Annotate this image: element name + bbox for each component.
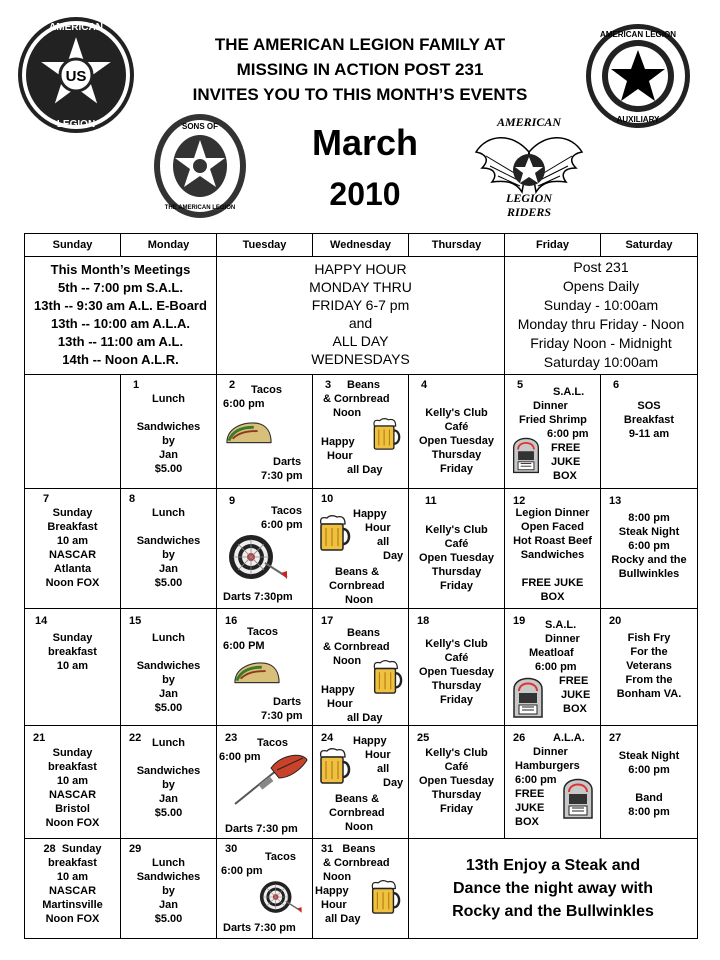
day-text: all <box>377 763 390 775</box>
day-text: Friday <box>439 803 473 815</box>
day-text: Tacos <box>247 626 278 638</box>
day-number: 12 <box>513 495 526 507</box>
day-text: Dinner <box>545 633 580 645</box>
day-text: Noon <box>333 655 362 667</box>
day-number: 5 <box>517 379 524 391</box>
day-text: 8:00 pm <box>628 806 670 818</box>
day-text: FREE <box>515 788 545 800</box>
day-text: Beans <box>347 627 381 639</box>
day-text: Dinner <box>533 746 568 758</box>
heading-line-3: INVITES YOU TO THIS MONTH’S EVENTS <box>192 85 528 104</box>
post-hours-line: Opens Daily <box>562 278 640 294</box>
day-text: Sunday <box>61 843 102 855</box>
day-number: 10 <box>321 493 334 505</box>
day-text: A.L.A. <box>553 732 585 744</box>
weekday-thursday: Thursday <box>409 234 505 257</box>
riders-emblem-middle: LEGION <box>505 191 553 205</box>
dartboard-icon <box>225 533 289 581</box>
day-text: Friday <box>439 580 473 592</box>
day-text: JUKE <box>515 802 545 814</box>
meeting-item: 13th -- 11:00 am A.L. <box>57 334 184 349</box>
day-text: 8:00 pm <box>628 512 670 524</box>
day-number: 2 <box>229 379 236 391</box>
heading-line-1: THE AMERICAN LEGION FAMILY AT <box>214 35 506 54</box>
meeting-item: 14th -- Noon A.L.R. <box>62 352 179 367</box>
week-row-5 <box>25 839 698 939</box>
day-text: JUKE <box>551 456 581 468</box>
day-text: Day <box>383 777 404 789</box>
auxiliary-emblem <box>584 22 692 130</box>
day-text: 6:00 pm <box>515 774 557 786</box>
weekday-monday: Monday <box>121 234 217 257</box>
jukebox-icon <box>511 431 541 475</box>
day-number: 21 <box>33 732 46 744</box>
day-text: $5.00 <box>154 463 183 475</box>
day-text: Jan <box>159 449 178 461</box>
day-text: by <box>162 674 175 686</box>
day-text: Open Tuesday <box>419 775 494 787</box>
day-text: Fish Fry <box>627 632 671 644</box>
day-cell-17 <box>313 609 409 726</box>
day-text: Sandwiches <box>136 421 201 433</box>
day-number: 31 <box>321 843 334 855</box>
promo-line: Rocky and the Bullwinkles <box>452 903 654 920</box>
day-text: Café <box>444 538 469 550</box>
day-text: Thursday <box>431 449 482 461</box>
day-text: FREE <box>551 442 581 454</box>
day-text: by <box>162 435 175 447</box>
day-text: 10 am <box>56 871 89 883</box>
day-cell-16 <box>217 609 313 726</box>
day-cell-25 <box>409 726 505 839</box>
day-number: 23 <box>225 732 238 744</box>
day-cell-19 <box>505 609 601 726</box>
dartboard-icon <box>257 879 303 915</box>
day-text: Tacos <box>265 851 296 863</box>
weekday-tuesday: Tuesday <box>217 234 313 257</box>
day-text: Sunday <box>52 747 93 759</box>
day-text: Jan <box>159 563 178 575</box>
day-number: 15 <box>129 615 142 627</box>
day-text: Hour <box>321 899 347 911</box>
day-cell-18 <box>409 609 505 726</box>
day-text: Jan <box>159 688 178 700</box>
day-number: 18 <box>417 615 430 627</box>
day-text: FREE JUKE <box>521 577 584 589</box>
empty-day-cell <box>25 375 121 489</box>
day-text: Open Tuesday <box>419 435 494 447</box>
day-text: BOX <box>515 816 539 828</box>
day-text: For the <box>630 646 668 658</box>
day-text: S.A.L. <box>553 386 585 398</box>
weekday-friday: Friday <box>505 234 601 257</box>
auxiliary-emblem-top: AMERICAN LEGION <box>600 30 676 39</box>
flyer-heading <box>140 32 580 107</box>
day-number: 14 <box>35 615 48 627</box>
day-text: 6:00 pm <box>628 764 670 776</box>
sons-of-legion-emblem <box>152 112 248 220</box>
day-text: Happy <box>315 885 349 897</box>
day-text: Jan <box>159 899 178 911</box>
day-number: 27 <box>609 732 622 744</box>
day-text: Open Tuesday <box>419 552 494 564</box>
day-text: Cornbread <box>329 807 385 819</box>
happy-hour-line: and <box>348 315 373 331</box>
day-text: Noon FOX <box>45 817 100 829</box>
meeting-item: 13th -- 10:00 am A.L.A. <box>51 316 190 331</box>
day-text: & Cornbread <box>323 641 390 653</box>
day-cell-5 <box>505 375 601 489</box>
day-number: 19 <box>513 615 526 627</box>
day-text: $5.00 <box>154 577 183 589</box>
day-text: Café <box>444 761 469 773</box>
day-text: Noon FOX <box>45 913 100 925</box>
day-text: Hour <box>365 522 391 534</box>
day-text: Legion Dinner <box>515 507 590 519</box>
post-hours-line: Saturday 10:00am <box>543 354 659 370</box>
post-hours-line: Friday Noon - Midnight <box>530 335 672 351</box>
day-text: Thursday <box>431 680 482 692</box>
day-cell-11 <box>409 489 505 609</box>
day-number: 24 <box>321 732 334 744</box>
day-cell-7 <box>25 489 121 609</box>
day-text: Hour <box>327 698 353 710</box>
heading-line-2: MISSING IN ACTION POST 231 <box>236 60 484 79</box>
day-text: Friday <box>439 463 473 475</box>
happy-hour-line: HAPPY HOUR <box>314 261 407 277</box>
day-text: all <box>377 536 390 548</box>
day-text: Hot Roast Beef <box>513 535 592 547</box>
day-cell-30 <box>217 839 313 939</box>
day-number: 11 <box>425 495 437 507</box>
day-cell-24 <box>313 726 409 839</box>
weekday-sunday: Sunday <box>25 234 121 257</box>
day-text: by <box>162 549 175 561</box>
day-text: BOX <box>553 470 577 482</box>
riders-emblem-top: AMERICAN <box>496 115 562 129</box>
day-text: Noon FOX <box>45 577 100 589</box>
day-text: 10 am <box>56 775 89 787</box>
day-text: FREE <box>559 675 589 687</box>
day-text: Beans & <box>335 793 380 805</box>
weekday-saturday: Saturday <box>601 234 698 257</box>
happy-hour-line: ALL DAY <box>332 333 389 349</box>
day-text: NASCAR <box>48 789 97 801</box>
day-text: Noon <box>345 821 374 833</box>
day-text: Hour <box>327 450 353 462</box>
day-text: S.A.L. <box>545 619 577 631</box>
day-text: Hour <box>365 749 391 761</box>
day-text: 6:00 pm <box>223 398 265 410</box>
promo-line: Dance the night away with <box>452 880 654 897</box>
day-text: Kelly's Club <box>425 407 488 419</box>
day-text: all Day <box>325 913 361 925</box>
day-text: Lunch <box>152 857 185 869</box>
beer-mug-icon <box>367 879 401 915</box>
day-text: by <box>162 885 175 897</box>
day-text: Beans & <box>335 566 380 578</box>
day-text: Sandwiches <box>136 660 201 672</box>
jukebox-icon <box>511 671 545 719</box>
happy-hour-line: FRIDAY 6-7 pm <box>311 297 410 313</box>
day-text: 10 am <box>56 660 89 672</box>
promo-line: 13th Enjoy a Steak and <box>465 857 641 874</box>
riders-emblem-bottom: RIDERS <box>506 205 552 219</box>
meetings-box <box>25 257 217 375</box>
day-text: Sandwiches <box>136 765 201 777</box>
day-text: Happy <box>353 735 387 747</box>
post-hours-box <box>505 257 698 375</box>
day-text: all Day <box>347 712 383 724</box>
legion-riders-emblem <box>472 112 586 222</box>
day-cell-23 <box>217 726 313 839</box>
day-cell-10 <box>313 489 409 609</box>
day-cell-20 <box>601 609 698 726</box>
day-text: Hamburgers <box>515 760 580 772</box>
day-text: Lunch <box>152 393 185 405</box>
day-text: Noon <box>345 594 374 606</box>
taco-icon <box>233 659 281 685</box>
day-cell-29 <box>121 839 217 939</box>
day-text: Tacos <box>251 384 282 396</box>
day-number: 8 <box>129 493 136 505</box>
day-text: SOS <box>637 400 661 412</box>
day-number: 1 <box>133 379 140 391</box>
day-text: 6:00 pm <box>221 865 263 877</box>
day-text: Breakfast <box>47 521 98 533</box>
day-text: breakfast <box>48 857 97 869</box>
day-text: Sandwiches <box>136 535 201 547</box>
week-row-2 <box>25 489 698 609</box>
day-text: $5.00 <box>154 702 183 714</box>
day-text: Lunch <box>152 632 185 644</box>
day-cell-26 <box>505 726 601 839</box>
day-text: Happy <box>321 436 355 448</box>
day-cell-31 <box>313 839 409 939</box>
day-text: Lunch <box>152 737 185 749</box>
day-text: Lunch <box>152 507 185 519</box>
day-text: Cornbread <box>329 580 385 592</box>
day-number: 13 <box>609 495 622 507</box>
day-text: Noon <box>333 407 362 419</box>
post-hours-line: Sunday - 10:00am <box>543 297 659 313</box>
day-cell-6 <box>601 375 698 489</box>
day-text: BOX <box>563 703 587 715</box>
week-row-4 <box>25 726 698 839</box>
day-cell-28 <box>25 839 121 939</box>
taco-icon <box>225 419 273 445</box>
day-text: 6:00 pm <box>547 428 589 440</box>
day-text: breakfast <box>48 646 97 658</box>
day-text: 6:00 pm <box>628 540 670 552</box>
day-text: From the <box>625 674 673 686</box>
day-text: 9-11 am <box>628 428 670 440</box>
beer-mug-icon <box>315 513 351 553</box>
meeting-item: 13th -- 9:30 am A.L. E-Board <box>34 298 207 313</box>
day-text: Thursday <box>431 789 482 801</box>
day-number: 30 <box>225 843 238 855</box>
day-text: & Cornbread <box>323 393 390 405</box>
day-text: Tacos <box>271 505 302 517</box>
day-number: 25 <box>417 732 430 744</box>
dart-icon <box>231 748 311 808</box>
day-cell-3 <box>313 375 409 489</box>
day-text: Beans <box>347 379 381 391</box>
day-cell-2 <box>217 375 313 489</box>
day-text: Veterans <box>626 660 672 672</box>
day-text: Bullwinkles <box>618 568 680 580</box>
day-number: 26 <box>513 732 526 744</box>
day-number: 16 <box>225 615 238 627</box>
day-text: 6:00 PM <box>223 640 265 652</box>
day-cell-8 <box>121 489 217 609</box>
day-cell-1 <box>121 375 217 489</box>
day-text: Darts <box>273 696 302 708</box>
day-text: Café <box>444 652 469 664</box>
day-text: Happy <box>353 508 387 520</box>
legion-emblem-center: US <box>65 68 87 85</box>
day-text: & Cornbread <box>323 857 390 869</box>
week-row-1 <box>25 375 698 489</box>
day-text: Meatloaf <box>529 647 574 659</box>
day-text: $5.00 <box>154 807 183 819</box>
day-number: 9 <box>229 495 236 507</box>
day-text: Sandwiches <box>136 871 201 883</box>
legion-emblem-bottom: LEGION <box>56 119 96 130</box>
day-text: Bristol <box>55 803 90 815</box>
day-text: Sunday <box>52 632 93 644</box>
day-text: Darts <box>273 456 302 468</box>
day-text: Band <box>635 792 663 804</box>
happy-hour-box <box>217 257 505 375</box>
day-text: 10 am <box>56 535 89 547</box>
day-text: Noon <box>323 871 352 883</box>
meeting-item: 5th -- 7:00 pm S.A.L. <box>58 280 183 295</box>
day-text: NASCAR <box>48 549 97 561</box>
day-text: Steak Night <box>618 750 680 762</box>
weekday-wednesday: Wednesday <box>313 234 409 257</box>
day-text: Tacos <box>257 737 288 749</box>
jukebox-icon <box>561 772 595 820</box>
post-hours-line: Post 231 <box>573 259 629 275</box>
year-title: 2010 <box>329 176 401 212</box>
day-text: Happy <box>321 684 355 696</box>
day-text: Dinner <box>533 400 568 412</box>
day-text: 7:30 pm <box>261 710 303 722</box>
day-text: 6:00 pm <box>261 519 303 531</box>
happy-hour-line: MONDAY THRU <box>309 279 412 295</box>
day-text: Sunday <box>52 507 93 519</box>
day-number: 3 <box>325 379 332 391</box>
day-text: Open Tuesday <box>419 666 494 678</box>
happy-hour-line: WEDNESDAYS <box>311 351 410 367</box>
auxiliary-emblem-bottom: AUXILIARY <box>616 115 660 124</box>
day-text: Fried Shrimp <box>519 414 587 426</box>
post-hours-line: Monday thru Friday - Noon <box>517 316 685 332</box>
day-text: Steak Night <box>618 526 680 538</box>
day-cell-14 <box>25 609 121 726</box>
month-title: March <box>311 122 419 163</box>
day-number: 20 <box>609 615 622 627</box>
info-row <box>25 257 698 375</box>
day-text: Rocky and the <box>611 554 687 566</box>
weekday-header-row <box>25 234 698 257</box>
calendar-grid <box>24 233 698 939</box>
day-text: Bonham VA. <box>616 688 682 700</box>
day-text: Day <box>383 550 404 562</box>
day-text: Breakfast <box>623 414 675 426</box>
day-text: 6:00 pm <box>535 661 577 673</box>
day-text: Kelly's Club <box>425 524 488 536</box>
day-number: 29 <box>129 843 142 855</box>
day-number: 6 <box>613 379 620 391</box>
day-text: $5.00 <box>154 913 183 925</box>
day-number: 17 <box>321 615 334 627</box>
day-text: Open Faced <box>521 521 584 533</box>
day-text: JUKE <box>561 689 591 701</box>
day-cell-27 <box>601 726 698 839</box>
legion-emblem-top: AMERICAN <box>49 22 103 33</box>
day-cell-9 <box>217 489 313 609</box>
day-text: Kelly's Club <box>425 747 488 759</box>
day-text: Café <box>444 421 469 433</box>
day-text: Thursday <box>431 566 482 578</box>
day-text: breakfast <box>48 761 97 773</box>
day-text: Darts 7:30 pm <box>223 922 296 934</box>
day-text: Atlanta <box>53 563 92 575</box>
day-number: 7 <box>43 493 50 505</box>
day-text: Darts 7:30 pm <box>225 823 298 835</box>
day-text: Beans <box>342 843 376 855</box>
week-row-3 <box>25 609 698 726</box>
day-text: Friday <box>439 694 473 706</box>
day-cell-21 <box>25 726 121 839</box>
day-text: Martinsville <box>42 899 103 911</box>
day-text: Kelly's Club <box>425 638 488 650</box>
day-text: 7:30 pm <box>261 470 303 482</box>
beer-mug-icon <box>315 746 351 786</box>
beer-mug-icon <box>369 417 401 451</box>
day-text: 6:00 pm <box>219 751 261 763</box>
sons-emblem-top: SONS OF <box>181 122 219 131</box>
sons-emblem-bottom: THE AMERICAN LEGION <box>164 205 236 211</box>
day-cell-4 <box>409 375 505 489</box>
day-text: Jan <box>159 793 178 805</box>
beer-mug-icon <box>369 659 403 695</box>
day-text: NASCAR <box>48 885 97 897</box>
day-text: Darts 7:30pm <box>223 591 293 603</box>
day-number: 28 <box>43 843 56 855</box>
day-text: Sandwiches <box>520 549 585 561</box>
day-text: all Day <box>347 464 383 476</box>
day-cell-22 <box>121 726 217 839</box>
day-cell-15 <box>121 609 217 726</box>
day-number: 22 <box>129 732 142 744</box>
day-cell-13 <box>601 489 698 609</box>
day-text: BOX <box>540 591 565 603</box>
american-legion-emblem <box>15 14 137 136</box>
day-number: 4 <box>421 379 428 391</box>
day-cell-12 <box>505 489 601 609</box>
steak-night-promo <box>409 839 698 939</box>
day-text: by <box>162 779 175 791</box>
meetings-title: This Month’s Meetings <box>50 262 191 277</box>
